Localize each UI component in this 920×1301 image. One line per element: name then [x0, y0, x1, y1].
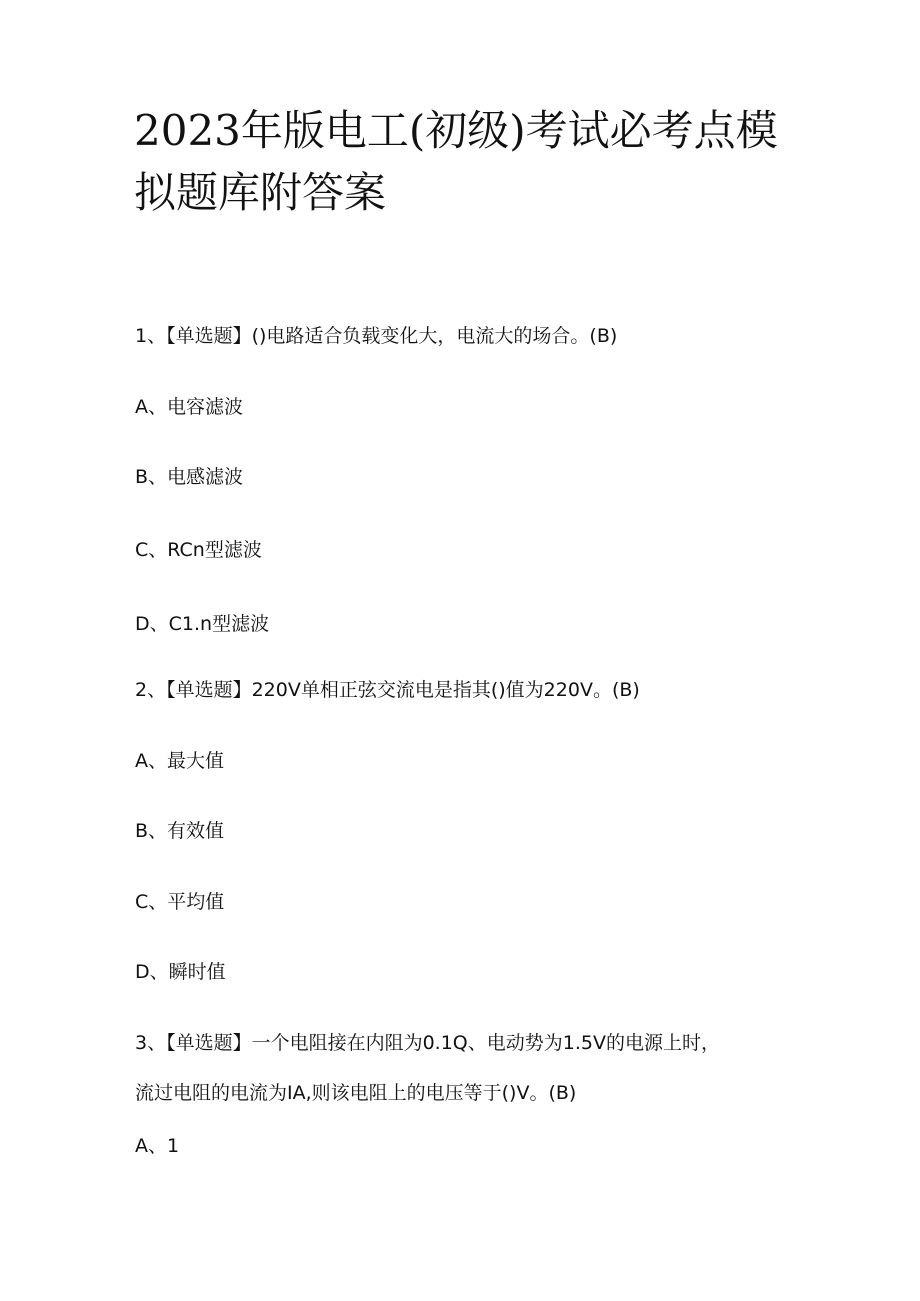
question-1-option-b: B、电感滤波	[135, 466, 244, 488]
question-1-option-a: A、电容滤波	[135, 396, 243, 418]
question-2-option-d: D、瞬时值	[135, 961, 226, 983]
question-2-option-c: C、平均值	[135, 891, 225, 913]
question-1-stem: 1、【单选题】()电路适合负载变化大，电流大的场合。(B)	[135, 325, 618, 347]
question-3-stem-line-1: 3、【单选题】一个电阻接在内阻为0.1Q、电动势为1.5V的电源上时，	[135, 1032, 720, 1054]
question-3-stem-line-2: 流过电阻的电流为IA,则该电阻上的电压等于()V。(B)	[135, 1082, 577, 1104]
question-2-option-a: A、最大值	[135, 750, 224, 772]
question-1-option-c: C、RCn型滤波	[135, 539, 262, 561]
question-3-option-a: A、1	[135, 1135, 180, 1157]
question-2-option-b: B、有效值	[135, 820, 225, 842]
question-1-option-d: D、C1.n型滤波	[135, 613, 270, 635]
document-title: 2023年版电工(初级)考试必考点模拟题库附答案	[134, 106, 778, 217]
question-2-stem: 2、【单选题】220V单相正弦交流电是指其()值为220V。(B)	[135, 679, 640, 701]
